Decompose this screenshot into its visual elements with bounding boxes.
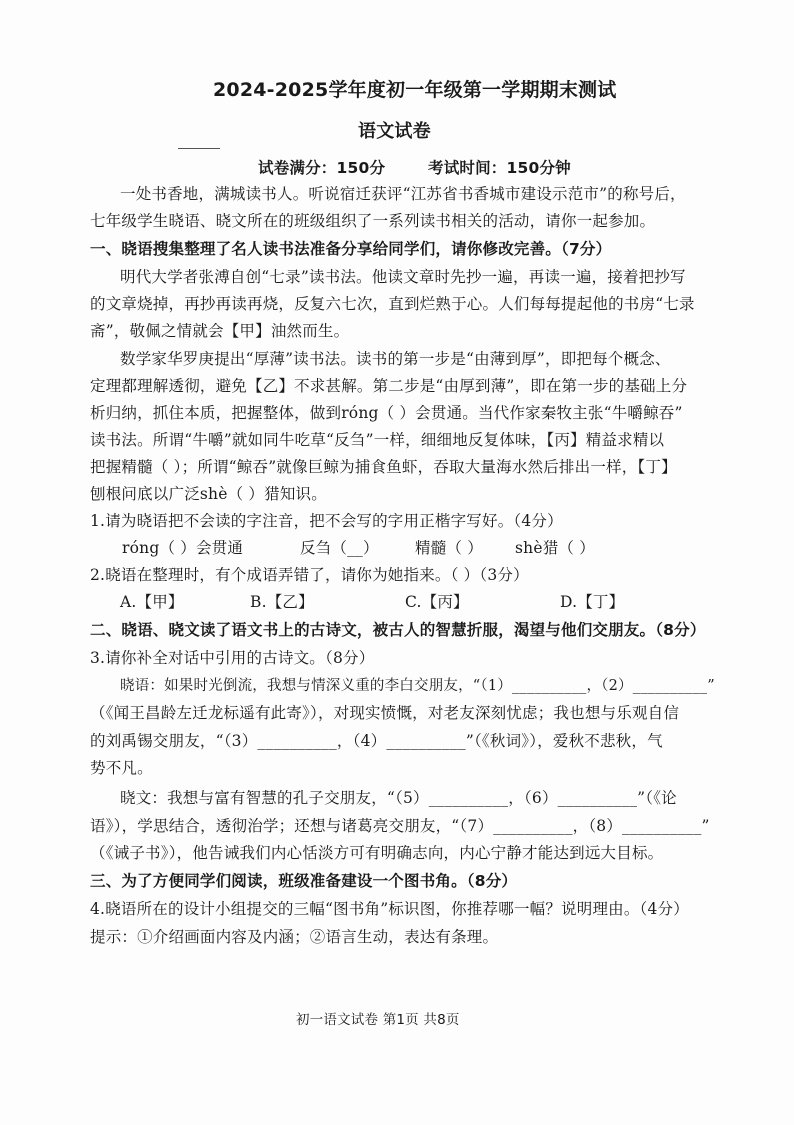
passage-line-8: 把握精髓（ ）；所谓“鲸吞”就像巨鲸为捕食鱼虾，吞取大量海水然后排出一样，【丁】 — [90, 458, 677, 476]
question-1: 1.请为晓语把不会读的字注音，把不会写的字用正楷字写好。（4分） — [90, 512, 563, 530]
question-4-hint: 提示：①介绍画面内容及内涵；②语言生动，表达有条理。 — [90, 928, 499, 946]
exam-title: 2024-2025学年度初一年级第一学期期末测试 — [213, 79, 617, 101]
xiaoyu-line-3: 的刘禹锡交朋友，“（3）__________，（4）__________”（《秋词》），爱秋不悲秋，气 — [90, 732, 663, 750]
passage-line-3: 斋”，敬佩之情就会【甲】油然而生。 — [90, 322, 350, 340]
section3-heading: 三、为了方便同学们阅读，班级准备建设一个图书角。（8分） — [90, 872, 518, 890]
q2-option-c: C.【丙】 — [405, 593, 469, 611]
intro-line-1: 一处书香地，满城读书人。听说宿迁获评“江苏省书香城市建设示范市”的称号后， — [120, 185, 686, 203]
passage-line-4: 数学家华罗庚提出“厚薄”读书法。读书的第一步是“由薄到厚”，即把每个概念、 — [120, 350, 671, 368]
q1-item-sui: 精髓（ ） — [415, 539, 483, 557]
xiaowen-line-3: （《诫子书》），他告诫我们内心恬淡方可有明确志向，内心宁静才能达到远大目标。 — [90, 844, 664, 862]
intro-line-2: 七年级学生晓语、晓文所在的班级组织了一系列读书相关的活动，请你一起参加。 — [90, 212, 656, 230]
question-2: 2.晓语在整理时，有个成语弄错了，请你为她指来。（ ）（3分） — [90, 566, 529, 584]
passage-line-1: 明代大学者张溥自创“七录”读书法。他读文章时先抄一遍，再读一遍，接着把抄写 — [120, 268, 686, 286]
passage-line-7: 读书法。所谓“牛嚼”就如同牛吃草“反刍”一样，细细地反复体味，【丙】精益求精以 — [90, 431, 665, 449]
xiaowen-line-1: 晓文：我想与富有智慧的孔子交朋友，“（5）__________，（6）__________”（《论 — [120, 789, 677, 807]
score-info: 试卷满分：150分 — [258, 159, 386, 177]
section1-heading: 一、晓语搜集整理了名人读书法准备分享给同学们，请你修改完善。（7分） — [90, 240, 612, 258]
exam-subtitle: 语文试卷 — [358, 121, 431, 142]
page-footer: 初一语文试卷 第1页 共8页 — [296, 1012, 460, 1028]
passage-line-6: 析归纳，抓住本质，把握整体，做到róng（ ）会贯通。当代作家秦牧主张“牛嚼鲸吞” — [90, 404, 683, 422]
xiaoyu-line-1: 晓语：如果时光倒流，我想与情深义重的李白交朋友，“（1）__________，（2）__________” — [120, 678, 715, 694]
question-4: 4.晓语所在的设计小组提交的三幅“图书角”标识图，你推荐哪一幅？说明理由。（4分） — [90, 900, 689, 918]
q2-option-d: D.【丁】 — [560, 593, 625, 611]
q1-item-she: shè猎（ ） — [515, 539, 595, 557]
section2-heading: 二、晓语、晓文读了语文书上的古诗文，被古人的智慧折服，渴望与他们交朋友。（8分） — [90, 621, 706, 639]
xiaoyu-line-2: （《闻王昌龄左迁龙标遥有此寄》），对现实愤慨，对老友深刻忧虑；我也想与乐观自信 — [90, 704, 680, 722]
q1-item-rong: róng（ ）会贯通 — [122, 539, 244, 557]
scan-mark — [178, 148, 220, 149]
q1-item-chu: 反刍（__） — [300, 539, 379, 557]
question-3: 3.请你补全对话中引用的古诗文。（8分） — [90, 649, 375, 667]
xiaowen-line-2: 语》），学思结合，透彻治学；还想与诸葛亮交朋友，“（7）__________，（8）__________” — [90, 817, 710, 835]
time-info: 考试时间：150分钟 — [428, 159, 571, 177]
passage-line-9: 刨根问底以广泛shè（ ）猎知识。 — [90, 485, 327, 503]
passage-line-2: 的文章烧掉，再抄再读再烧，反复六七次，直到烂熟于心。人们每每提起他的书房“七录 — [90, 295, 695, 313]
q2-option-b: B.【乙】 — [250, 593, 314, 611]
xiaoyu-line-4: 势不凡。 — [90, 759, 153, 777]
passage-line-5: 定理都理解透彻，避免【乙】不求甚解。第二步是“由厚到薄”，即在第一步的基础上分 — [90, 377, 688, 395]
q2-option-a: A.【甲】 — [120, 593, 184, 611]
